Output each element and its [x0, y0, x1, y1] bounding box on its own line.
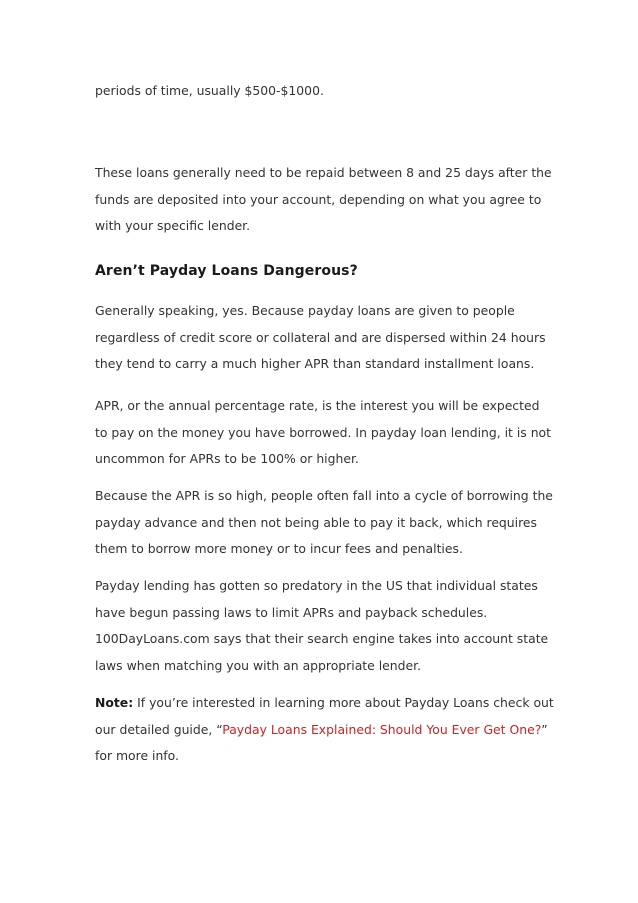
note-text-after: ” for more info.	[95, 721, 548, 763]
paragraph-dangerous: Generally speaking, yes. Because payday loans are given to people regardless of credit score or collateral and are dispersed within 24 hours they tend to carry a much higher APR than standard installment loans.	[95, 303, 546, 371]
note-text-before: If you’re interested in learning more about Payday Loans check out our detailed guide, “	[95, 695, 554, 737]
paragraph-loan-amount: periods of time, usually $500-$1000.	[95, 83, 324, 98]
guide-link[interactable]: Payday Loans Explained: Should You Ever Get One?	[222, 721, 542, 737]
paragraph-apr: APR, or the annual percentage rate, is the interest you will be expected to pay on the money you have borrowed. In payday loan lending, it is not uncommon for APRs to be 100% or higher.	[95, 398, 551, 466]
paragraph-note	[95, 690, 555, 770]
note-label: Note:	[95, 695, 134, 710]
section-heading: Aren’t Payday Loans Dangerous?	[95, 263, 358, 279]
paragraph-cycle: Because the APR is so high, people often fall into a cycle of borrowing the payday advance and then not being able to pay it back, which requires them to borrow more money or to incur fees and penalties.	[95, 488, 553, 556]
paragraph-repayment: These loans generally need to be repaid between 8 and 25 days after the funds are deposited into your account, depending on what you agree to with your specific lender.	[95, 165, 552, 233]
paragraph-predatory: Payday lending has gotten so predatory in the US that individual states have begun passing laws to limit APRs and payback schedules. 100DayLoans.com says that their search engine takes into account state laws when matching you with an appropriate lender.	[95, 578, 549, 673]
